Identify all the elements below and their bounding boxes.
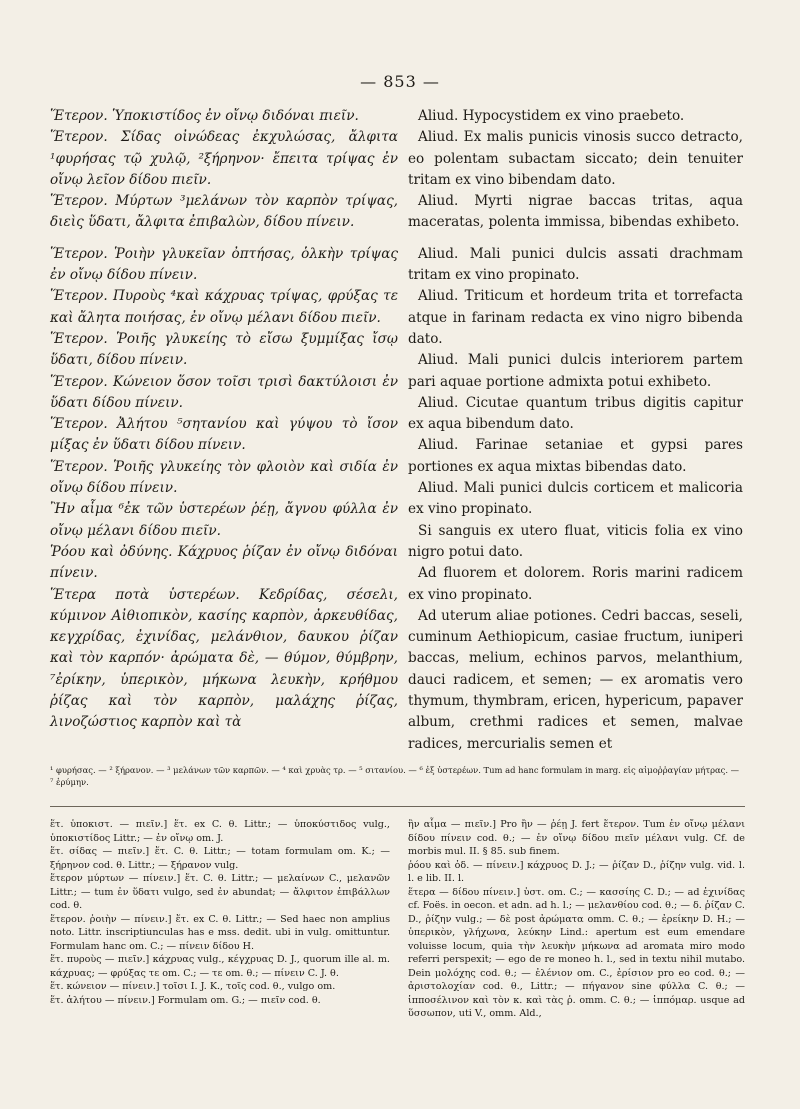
- apparatus-note: ἕτ. κώνειον — πίνειν.] τοῖσι I. J. K., τοῖς cod. θ., vulgo om.: [50, 981, 336, 992]
- latin-entry: Aliud. Mali punici dulcis corticem et malicoria ex vino propinato.: [408, 480, 743, 518]
- latin-entry: Ad fluorem et dolorem. Roris marini radicem ex vino propinato.: [408, 565, 743, 603]
- greek-entry: Ἕτερον. Σίδας οἰνώδεας ἐκχυλώσας, ἄλφιτα ¹φυρήσας τῷ χυλῷ, ²ξήρηνον· ἔπειτα τρίψας ἐν οἴνῳ λεῖον δίδου πιεῖν.: [50, 129, 398, 188]
- greek-entry: Ἕτερον. Κώνειον ὅσον τοῖσι τρισὶ δακτύλοισι ἐν ὕδατι δίδου πίνειν.: [50, 373, 398, 411]
- greek-entry: Ἕτερον. Πυροὺς ⁴καὶ κάχρυας τρίψας, φρύξας τε καὶ ἄλητα ποιήσας, ἐν οἴνῳ μέλανι δίδου πιεῖν.: [50, 288, 398, 326]
- apparatus-divider: [50, 806, 745, 807]
- latin-entry: Aliud. Ex malis punicis vinosis succo detracto, eo polentam subactam siccato; dein tenuiter tritam ex vino bibendam dato.: [408, 129, 743, 188]
- apparatus-note: ἢν αἷμα — πιεῖν.] Pro ἢν — ῥέῃ J. fert ἕτερον. Tum ἐν οἴνῳ μέλανι δίδου πίνειν cod. θ.; — ἐν οἴνῳ δίδου πιεῖν μέλανι vulg. Cf. de morbis mul. II. § 85. sub finem.: [408, 819, 745, 857]
- apparatus-note: ἕτ. πυροὺς — πιεῖν.] κάχρυας vulg., κέγχρυας D. J., quorum ille al. m. κάχρυας; — φρύξας τε om. C.; — τε om. θ.; — πίνειν C. J. θ.: [50, 954, 390, 979]
- greek-entry: Ἕτερον. Μύρτων ³μελάνων τὸν καρπὸν τρίψας, διεὶς ὕδατι, ἄλφιτα ἐπιβαλὼν, δίδου πίνειν.: [50, 193, 398, 231]
- apparatus-note: ῥόου καὶ ὀδ. — πίνειν.] κάχρυος D. J.; — ῥίζαν D., ῥίζην vulg. vid. l. l. e lib. II. l.: [408, 859, 745, 884]
- latin-entry: Aliud. Mali punici dulcis interiorem partem pari aquae portione admixta potui exhibeto.: [408, 352, 743, 390]
- latin-entry: Ad uterum aliae potiones. Cedri baccas, seseli, cuminum Aethiopicum, casiae fructum, iuniperi baccas, melium, echinos parvos, melanthium, dauci radicem, et semen; — ex aromatis vero thymum, thymbram, ericen, hypericum, papaver album, crethmi radices et semen, malvae radices, mercurialis semen et: [408, 607, 743, 752]
- greek-entry: Ἕτερον. Ἀλήτου ⁵σητανίου καὶ γύψου τὸ ἴσον μίξας ἐν ὕδατι δίδου πίνειν.: [50, 416, 398, 454]
- footnotes: ¹ φυρήσας. — ² ξήρανον. — ³ μελάνων τῶν καρπῶν. — ⁴ καὶ χρυὰς τρ. — ⁵ σιτανίου. — ⁶ ἐξ ὑστερέων. Tum ad hanc formulam in marg. εἰς αἱμοῤῥαγίαν μήτρας. — ⁷ ἐρύμην.: [50, 765, 740, 787]
- latin-entry: Aliud. Triticum et hordeum trita et torrefacta atque in farinam redacta ex vino nigro bibenda dato.: [408, 288, 743, 347]
- apparatus-note: ἕτερα — δίδου πίνειν.] ὑστ. om. C.; — κασσίης C. D.; — ad ἐχινίδας cf. Foës. in oecon. et adn. ad h. l.; — μελανθίου cod. θ.; — δ. ῥίζαν C. D., ῥίζην vulg.; — δὲ post ἀρώματα omm. C. θ.; — ἐρείκην D. H.; — ὑπερικὸν, γλήχωνα, λεύκην Lind.: apertum est eum emendare voluisse locum, quia τὴν λευκὴν μήκωνα ad aromata miro modo referri perspexit; — ego de re moneo h. l., sed in textu nihil mutabo. Dein μολόχης cod. θ.; — ἐλένιον om. C., ἐρίσιον pro eo cod. θ.; — ἀριστολοχίαν cod. θ., Littr.; — πήγανον sine φύλλα C. θ.; — ἱπποσέλινον καὶ τὸν κ. καὶ τὰς ῥ. omm. C. θ.; — ἱππόμαρ. usque ad ὕσσωπον, uti V., omm. Ald.,: [408, 886, 745, 1019]
- greek-text-column: [50, 106, 398, 734]
- apparatus-note: ἕτ. ὑποκιστ. — πιεῖν.] ἕτ. ex C. θ. Littr.; — ὑποκύστιδος vulg., ὑποκιστίδος Littr.; — ἐν οἴνῳ om. J.: [50, 819, 390, 844]
- greek-entry: Ἕτερον. Ῥοιὴν γλυκεῖαν ὀπτήσας, ὁλκὴν τρίψας ἐν οἴνῳ δίδου πίνειν.: [50, 245, 398, 284]
- critical-apparatus-right: [408, 818, 745, 1021]
- greek-entry: Ἕτερον. Ὑποκιστίδος ἐν οἴνῳ διδόναι πιεῖν.: [50, 108, 359, 124]
- critical-apparatus-left: [50, 818, 390, 1007]
- apparatus-note: ἕτ. σίδας — πιεῖν.] ἕτ. C. θ. Littr.; — totam formulam om. K.; — ξήρηνον cod. θ. Littr.; — ξήρανον vulg.: [50, 846, 390, 871]
- latin-entry: Si sanguis ex utero fluat, viticis folia ex vino nigro potui dato.: [408, 522, 743, 560]
- latin-entry: Aliud. Myrti nigrae baccas tritas, aqua maceratas, polenta immissa, bibendas exhibeto.: [408, 193, 743, 231]
- page-number: — 853 —: [360, 72, 440, 91]
- latin-entry: Aliud. Farinae setaniae et gypsi pares portiones ex aqua mixtas bibendas dato.: [408, 437, 743, 475]
- greek-entry: Ῥόου καὶ ὀδύνης. Κάχρυος ῥίζαν ἐν οἴνῳ διδόναι πίνειν.: [50, 543, 398, 582]
- latin-entry: Aliud. Cicutae quantum tribus digitis capitur ex aqua bibendum dato.: [408, 394, 743, 433]
- greek-entry: Ἕτερα ποτὰ ὑστερέων. Κεδρίδας, σέσελι, κύμινον Αἰθιοπικὸν, κασίης καρπὸν, ἀρκευθίδας, κεγχρίδας, ἐχινίδας, μελάνθιον, δαυκου ῥίζαν καὶ τὸν καρπόν· ἀρώματα δὲ, — θύμον, θύμβρην, ⁷ἐρίκην, ὑπερικὸν, μήκωνα λευκὴν, κρήθμου ῥίζας καὶ τὸν καρπὸν, μαλάχης ῥίζας, λινοζώστιος καρπὸν καὶ τὰ: [50, 586, 398, 731]
- apparatus-note: ἕτερον μύρτων — πίνειν.] ἕτ. C. θ. Littr.; — μελαίνων C., μελανῶν Littr.; — tum ἐν ὕδατι vulgo, sed ἐν abundat; — ἄλφιτον ἐπιβάλλων cod. θ.: [50, 873, 390, 911]
- apparatus-note: ἕτερον. ῥοιὴν — πίνειν.] ἕτ. ex C. θ. Littr.; — Sed haec non amplius noto. Littr. inscriptiunculas has e mss. dedit. ubi in vulg. omittuntur. Formulam hanc om. C.; — πίνειν δίδου H.: [50, 913, 390, 952]
- greek-entry: Ἕτερον. Ῥοιῆς γλυκείης τὸ εἴσω ξυμμίξας ἴσῳ ὕδατι, δίδου πίνειν.: [50, 330, 398, 369]
- apparatus-note: ἕτ. ἀλήτου — πίνειν.] Formulam om. G.; — πιεῖν cod. θ.: [50, 994, 321, 1006]
- latin-text-column: [408, 106, 743, 755]
- latin-entry: Aliud. Mali punici dulcis assati drachmam tritam ex vino propinato.: [408, 245, 743, 284]
- latin-entry: Aliud. Hypocystidem ex vino praebeto.: [418, 108, 685, 124]
- greek-entry: Ἕτερον. Ῥοιῆς γλυκείης τὸν φλοιὸν καὶ σιδία ἐν οἴνῳ δίδου πίνειν.: [50, 458, 398, 497]
- greek-entry: Ἢν αἷμα ⁶ἐκ τῶν ὑστερέων ῥέῃ, ἄγνου φύλλα ἐν οἴνῳ μέλανι δίδου πιεῖν.: [50, 501, 398, 539]
